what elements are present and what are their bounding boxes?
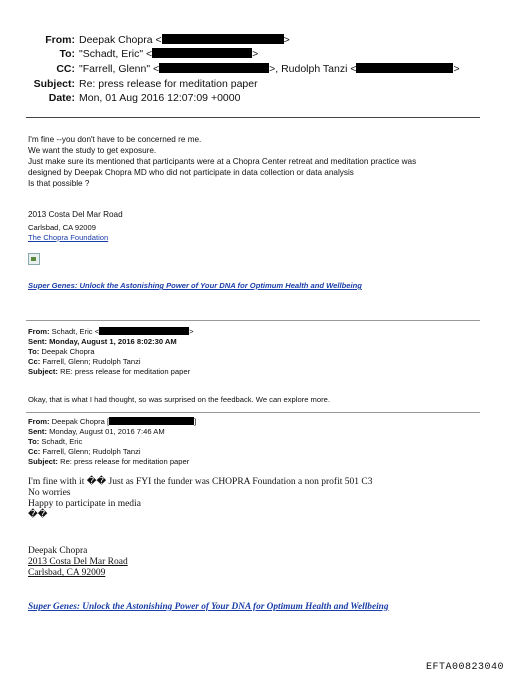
sig-address-link[interactable]: 2013 Costa Del Mar Road — [28, 557, 128, 567]
to-label: To: — [59, 48, 75, 60]
to-value: "Schadt, Eric" < > — [79, 48, 259, 60]
subject-label: Subject: — [33, 78, 75, 90]
sig-city-link[interactable]: Carlsbad, CA 92009 — [28, 568, 106, 578]
header-divider — [26, 117, 480, 118]
reply-divider — [26, 412, 480, 413]
reply2-signature: Deepak Chopra 2013 Costa Del Mar Road Carlsbad, CA 92009 — [28, 546, 128, 578]
date-label: Date: — [48, 92, 75, 104]
message-body: I'm fine --you don't have to be concerned re me. We want the study to get exposure. Just make sure its mentioned that participants were at a Chopra Center retreat and meditation practice was designed by Deepak Chopra MD who did not participate in data collection or data analysis Is that possible ? — [28, 135, 417, 188]
redaction-box — [152, 48, 252, 58]
subject-value: Re: press release for meditation paper — [79, 78, 258, 90]
cc-value: "Farrell, Glenn" < >, Rudolph Tanzi < > — [79, 63, 460, 75]
redaction-box — [356, 63, 453, 73]
super-genes-link[interactable]: Super Genes: Unlock the Astonishing Power of Your DNA for Optimum Health and Wellbeing — [28, 281, 362, 290]
redaction-box — [162, 34, 284, 44]
reply1-body: Okay, that is what I had thought, so was surprised on the feedback. We can explore more. — [28, 395, 330, 404]
reply2-header: From: Deepak Chopra [ ] Sent: Monday, August 01, 2016 7:46 AM To: Schadt, Eric Cc: Farrell, Glenn; Rudolph Tanzi Subject: Re: press release for meditation paper — [28, 417, 197, 466]
signature-address: 2013 Costa Del Mar Road — [28, 210, 123, 219]
reply-divider — [26, 320, 480, 321]
bates-number: EFTA00823040 — [425, 662, 504, 673]
super-genes-link-2[interactable]: Super Genes: Unlock the Astonishing Power of Your DNA for Optimum Health and Wellbeing — [28, 602, 389, 612]
reply2-body: I'm fine with it �� Just as FYI the funder was CHOPRA Foundation a non profit 501 C3 No worries Happy to participate in media �� — [28, 477, 373, 520]
reply1-header: From: Schadt, Eric < > Sent: Monday, August 1, 2016 8:02:30 AM To: Deepak Chopra Cc: Farrell, Glenn; Rudolph Tanzi Subject: RE: press release for meditation paper — [28, 327, 194, 376]
redaction-box — [109, 417, 194, 425]
chopra-foundation-link[interactable]: The Chopra Foundation — [28, 233, 109, 242]
from-label: From: — [45, 34, 75, 46]
cc-label: CC: — [56, 63, 75, 75]
date-value: Mon, 01 Aug 2016 12:07:09 +0000 — [79, 92, 241, 104]
from-value: Deepak Chopra < > — [79, 34, 290, 46]
redaction-box — [159, 63, 269, 73]
broken-image-icon — [28, 253, 40, 265]
redaction-box — [99, 327, 189, 335]
signature-city: Carlsbad, CA 92009 — [28, 223, 96, 232]
